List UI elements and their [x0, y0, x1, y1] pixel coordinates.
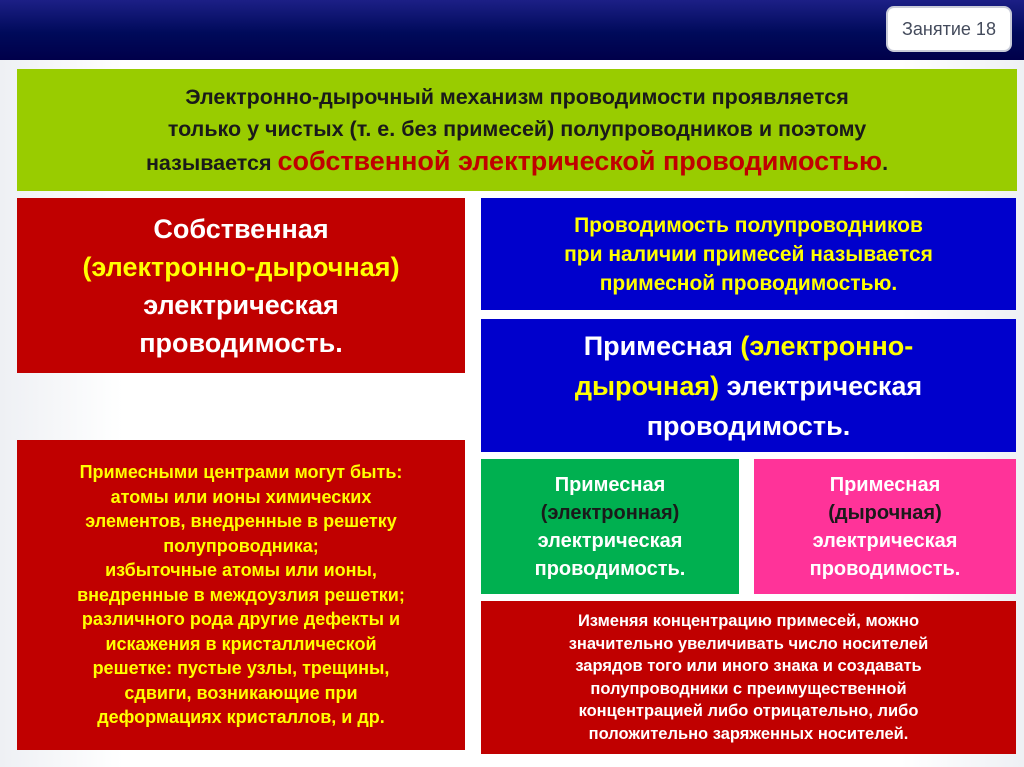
- impurity-conductivity-block: [481, 319, 1016, 452]
- conclusion-line: полупроводники с преимущественной: [590, 679, 907, 698]
- intro-line-3-prefix: называется: [145, 151, 278, 175]
- intro-line-2: только у чистых (т. е. без примесей) полупроводников и поэтому: [167, 117, 867, 141]
- centers-line: деформациях кристаллов, и др.: [97, 707, 385, 728]
- ptype-line-3: электрическая: [812, 529, 958, 552]
- own-line-3: электрическая: [143, 289, 339, 320]
- ntype-line-2: (электронная): [540, 501, 680, 524]
- imp-line-1: [584, 326, 914, 366]
- conclusion-block: [481, 601, 1016, 754]
- intro-line-3-suffix: .: [882, 151, 889, 175]
- imp-line-2: [575, 366, 922, 406]
- imp-line-1-prefix: Примесная: [583, 330, 741, 361]
- electron-type-block: [481, 459, 739, 594]
- def-line-2: при наличии примесей называется: [564, 242, 933, 266]
- centers-line: избыточные атомы или ионы,: [105, 560, 377, 581]
- intro-line-1: Электронно-дырочный механизм проводимости проявляется: [185, 85, 849, 109]
- lesson-badge: Занятие 18: [886, 6, 1012, 52]
- ptype-line-1: Примесная: [829, 473, 941, 496]
- slide-content: [0, 60, 1024, 767]
- conclusion-line: концентрацией либо отрицательно, либо: [578, 702, 919, 720]
- ptype-line-4: проводимость.: [809, 557, 961, 580]
- own-line-4: проводимость.: [139, 327, 343, 358]
- header-bar: [0, 0, 1024, 60]
- centers-line: полупроводника;: [163, 535, 319, 556]
- conclusion-line: положительно заряженных носителей.: [588, 724, 909, 743]
- centers-line: атомы или ионы химических: [110, 486, 372, 507]
- conclusion-line: значительно увеличивать число носителей: [568, 634, 929, 653]
- imp-line-3: проводимость.: [646, 410, 851, 441]
- imp-line-2-suffix: электрическая: [719, 370, 923, 401]
- conclusion-line: зарядов того или иного знака и создавать: [575, 657, 922, 675]
- ptype-line-2: (дырочная): [828, 501, 942, 524]
- conclusion-line: Изменяя концентрацию примесей, можно: [577, 612, 920, 630]
- centers-line: внедренные в междоузлия решетки;: [77, 584, 405, 605]
- intro-block: [17, 69, 1017, 191]
- own-conductivity-block: [17, 198, 465, 373]
- ntype-line-4: проводимость.: [534, 557, 686, 580]
- centers-line: решетке: пустые узлы, трещины,: [92, 658, 390, 679]
- imp-line-2-accent: дырочная): [574, 370, 720, 401]
- centers-line: Примесными центрами могут быть:: [79, 462, 403, 483]
- own-line-2: (электронно-дырочная): [82, 251, 400, 282]
- centers-line: элементов, внедренные в решетку: [85, 511, 397, 532]
- def-line-1: Проводимость полупроводников: [574, 213, 923, 237]
- intro-accent-term: собственной электрической проводимостью: [277, 146, 883, 176]
- own-line-1: Собственная: [153, 213, 329, 244]
- def-line-3: примесной проводимостью.: [599, 271, 898, 295]
- centers-line: различного рода другие дефекты и: [81, 609, 401, 630]
- ntype-line-1: Примесная: [554, 473, 666, 496]
- centers-line: искажения в кристаллической: [105, 633, 377, 654]
- impurity-centers-block: [17, 440, 465, 750]
- impurity-definition-block: [481, 198, 1016, 310]
- ntype-line-3: электрическая: [537, 529, 683, 552]
- intro-line-3: [146, 145, 888, 179]
- centers-line: сдвиги, возникающие при: [124, 682, 358, 703]
- hole-type-block: [754, 459, 1016, 594]
- imp-line-1-accent: (электронно-: [740, 330, 914, 361]
